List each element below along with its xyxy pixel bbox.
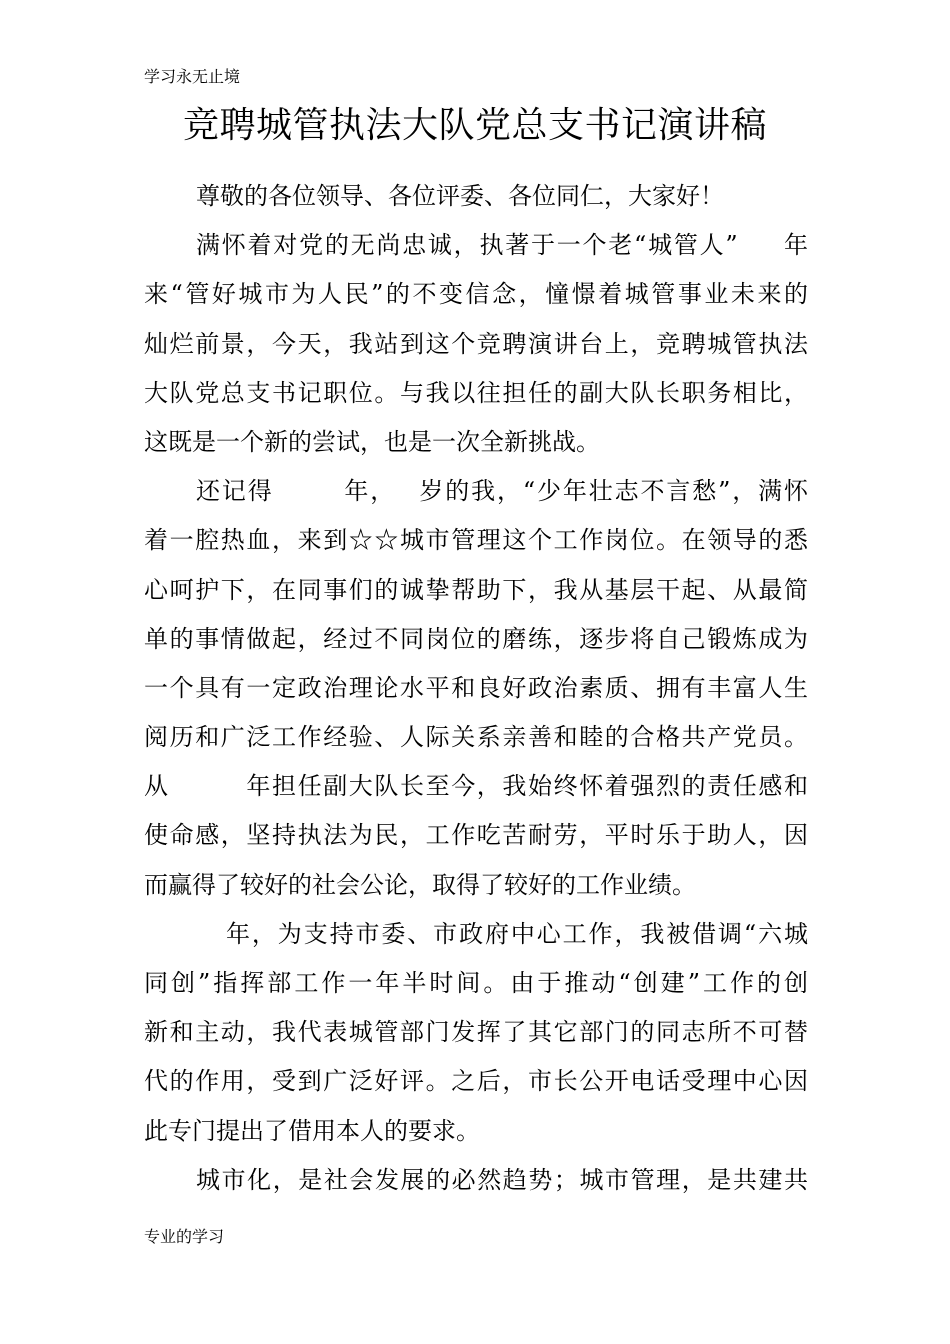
body-line: 代的作用，受到广泛好评。之后，市长公开电话受理中心因 [144, 1067, 808, 1096]
body-line: 满怀着对党的无尚忠诚，执著于一个老“城管人” 年 [196, 231, 808, 260]
body-line: 一个具有一定政治理论水平和良好政治素质、拥有丰富人生 [144, 673, 808, 702]
body-line: 单的事情做起，经过不同岗位的磨练，逐步将自己锻炼成为 [144, 624, 808, 653]
body-line: 着一腔热血，来到☆☆城市管理这个工作岗位。在领导的悉 [144, 526, 808, 555]
body-line: 心呵护下，在同事们的诚挚帮助下，我从基层干起、从最简 [144, 575, 808, 604]
body-line: 这既是一个新的尝试，也是一次全新挑战。 [144, 427, 600, 456]
body-line: 尊敬的各位领导、各位评委、各位同仁，大家好！ [196, 182, 724, 210]
body-line: 从 年担任副大队长至今，我始终怀着强烈的责任感和 [144, 772, 808, 801]
body-line: 此专门提出了借用本人的要求。 [144, 1116, 480, 1145]
document-title: 竞聘城管执法大队党总支书记演讲稿 [182, 105, 767, 146]
page-header: 学习永无止境 [144, 67, 241, 86]
document-body [144, 172, 808, 1205]
page-footer: 专业的学习 [144, 1227, 225, 1246]
body-line: 还记得 年， 岁的我，“少年壮志不言愁”，满怀 [196, 477, 808, 506]
body-line: 年，为支持市委、市政府中心工作，我被借调“六城 [226, 919, 808, 948]
body-line: 城市化，是社会发展的必然趋势；城市管理，是共建共 [196, 1165, 808, 1194]
body-line: 新和主动，我代表城管部门发挥了其它部门的同志所不可替 [144, 1018, 808, 1047]
body-line: 来“管好城市为人民”的不变信念，憧憬着城管事业未来的 [144, 280, 808, 309]
body-line: 灿烂前景，今天，我站到这个竞聘演讲台上，竞聘城管执法 [144, 329, 808, 358]
body-line: 阅历和广泛工作经验、人际关系亲善和睦的合格共产党员。 [144, 723, 808, 752]
body-line: 使命感，坚持执法为民，工作吃苦耐劳，平时乐于助人，因 [144, 821, 808, 850]
body-line: 大队党总支书记职位。与我以往担任的副大队长职务相比， [144, 378, 808, 407]
body-line: 而赢得了较好的社会公论，取得了较好的工作业绩。 [144, 870, 696, 899]
body-line: 同创”指挥部工作一年半时间。由于推动“创建”工作的创 [144, 969, 808, 997]
